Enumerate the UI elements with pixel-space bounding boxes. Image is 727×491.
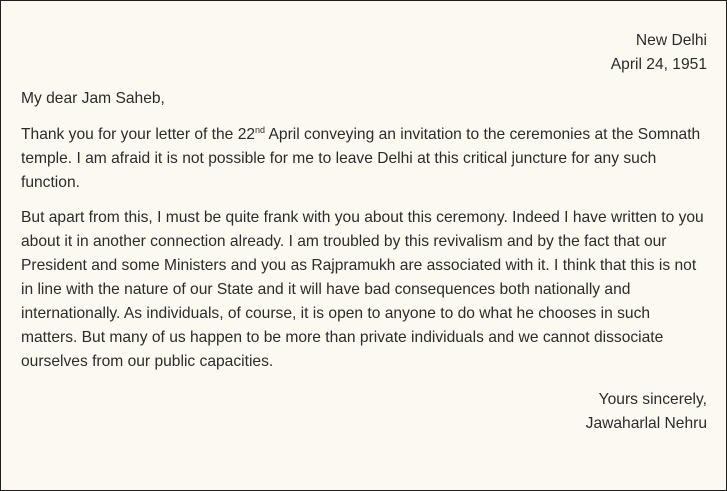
paragraph-invitation-rest: April conveying an invitation to the ceremonies at the Somnath temple. I am afraid it is not possible for me to leave Delhi at this critical juncture for any such function.	[21, 126, 701, 191]
letter-date: April 24, 1951	[610, 56, 707, 73]
paragraph-invitation	[21, 123, 707, 195]
ordinal-suffix: nd	[255, 125, 266, 135]
letter-closing	[21, 388, 707, 436]
signature: Jawaharlal Nehru	[585, 415, 707, 432]
letter-header	[21, 29, 707, 77]
valediction: Yours sincerely,	[598, 391, 707, 408]
paragraph-invitation-start: Thank you for your letter of the 22	[21, 126, 256, 143]
salutation: My dear Jam Saheb,	[21, 90, 165, 107]
letter-place: New Delhi	[635, 32, 707, 49]
paragraph-revivalism: But apart from this, I must be quite frank with you about this ceremony. Indeed I have written to you about it in another connection already. I am troubled by this revivalism and by the fact that our President and some Ministers and you as Rajpramukh are associated with it. I think that this is not in line with the nature of our State and it will have bad consequences both nationally and internationally. As individuals, of course, it is open to anyone to do what he chooses in such matters. But many of us happen to be more than private individuals and we cannot dissociate ourselves from our public capacities.	[21, 209, 704, 370]
